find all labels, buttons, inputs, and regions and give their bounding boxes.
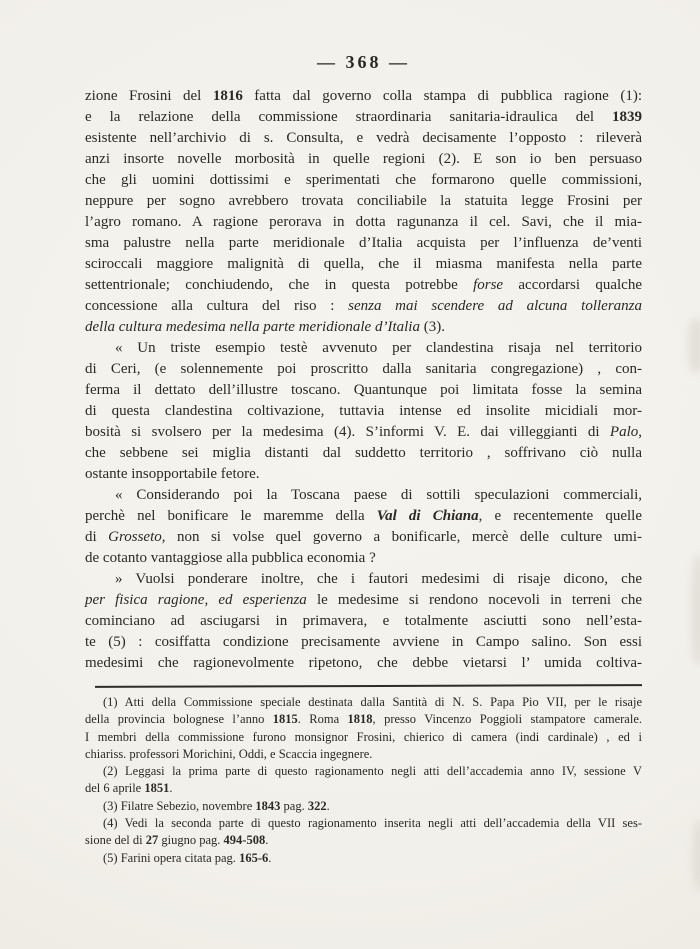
text-segment: » Vuolsi ponderare inoltre, che i fautori medesimi di risaje dicono, che <box>115 571 642 587</box>
text-segment: , non si volse quel governo a bonificarle, mercè delle culture umi- <box>161 529 642 545</box>
text-segment: 1843 <box>255 798 281 813</box>
text-line <box>85 401 642 422</box>
text-line <box>85 443 642 464</box>
text-segment: I membri della commissione furono monsignor Frosini, chierico di camera (indi cardinale) , ed i <box>85 729 642 744</box>
text-line <box>85 590 642 611</box>
text-line <box>85 485 642 506</box>
text-segment: della provincia bolognese l’anno <box>85 712 273 727</box>
text-segment: medesimi che ragionevolmente ripetono, che debbe vietarsi l’ umida coltiva- <box>85 655 642 671</box>
text-segment: 1816 <box>212 88 243 104</box>
text-segment: Palo <box>609 424 639 440</box>
text-segment: di <box>85 529 109 545</box>
text-segment: e la relazione della commissione straordinaria sanitaria-idraulica del <box>85 109 612 125</box>
text-segment: l’agro romano. A ragione perorava in dotta ragunanza il cel. Savi, che il mia- <box>85 214 642 230</box>
text-segment: di questa clandestina coltivazione, tuttavia intense ed insolite micidiali mor- <box>85 403 642 419</box>
text-line <box>85 359 642 380</box>
text-line <box>85 422 642 443</box>
text-segment: 165-6 <box>239 850 269 865</box>
scan-artifact <box>691 555 700 665</box>
text-segment: (4) Vedi la seconda parte di questo ragionamento inserita negli atti dell’accademia della VII ses- <box>103 816 642 831</box>
text-line <box>85 191 642 212</box>
text-line <box>85 611 642 632</box>
text-segment: te (5) : cosiffatta condizione precisamente avviene in Campo salino. Son essi <box>85 634 642 650</box>
footnote-divider-rule <box>95 684 642 688</box>
text-line <box>85 569 642 590</box>
text-segment: del 6 aprile <box>85 781 145 796</box>
text-line <box>85 632 642 653</box>
text-line <box>85 380 642 401</box>
text-segment: (5) Farini opera citata pag. <box>103 850 240 865</box>
text-line <box>85 694 642 711</box>
text-segment: de cotanto vantaggiose alla pubblica economia ? <box>85 550 376 566</box>
text-segment: neppure per sogno avrebbero trovata conciliabile la statuita legge Frosini per <box>85 193 642 209</box>
text-segment: Grosseto <box>108 529 162 545</box>
text-segment: senza mai scendere ad alcuna tolleranza <box>348 298 642 314</box>
text-segment: . <box>268 850 272 865</box>
text-segment: (2) Leggasi la prima parte di questo ragionamento negli atti dell’accademia anno IV, sessione V <box>103 764 642 779</box>
text-line <box>85 464 642 485</box>
text-segment: concessione alla cultura del riso : <box>85 298 349 314</box>
text-line <box>85 815 642 832</box>
text-line <box>85 212 642 233</box>
text-segment: giugno pag. <box>158 833 224 848</box>
text-segment: 1839 <box>612 109 642 125</box>
text-line <box>85 763 642 780</box>
text-segment: 1851 <box>144 781 170 796</box>
text-segment: che sebbene sei miglia distanti dal suddetto territorio , soffrivano ciò nulla <box>85 445 642 461</box>
text-line <box>85 798 642 815</box>
text-segment: le medesime si rendono nocevoli in terreni che <box>306 592 643 608</box>
text-segment: sciroccali maggiore malignità di quella, che il miasma manifesta nella parte <box>85 256 642 272</box>
text-segment: di Ceri, (e solennemente poi proscritto dalla sanitaria congregazione) , con- <box>85 361 642 377</box>
scan-artifact <box>688 318 700 373</box>
text-segment: settentrionale; conchiudendo, che in questa potrebbe <box>85 277 474 293</box>
text-line <box>85 729 642 746</box>
text-line <box>85 746 642 763</box>
text-line <box>85 149 642 170</box>
text-line <box>85 338 642 359</box>
text-segment: esistente nell’archivio di s. Consulta, e vedrà decisamente l’opposto : rileverà <box>85 130 642 146</box>
text-segment: per fisica ragione, ed esperienza <box>85 592 307 608</box>
text-segment: , presso Vincenzo Poggioli stampatore camerale. <box>372 712 642 727</box>
text-segment: « Un triste esempio testè avvenuto per clandestina risaja nel territorio <box>115 340 642 356</box>
text-segment: ostante insopportabile fetore. <box>85 466 260 482</box>
text-segment: « Considerando poi la Toscana paese di sottili speculazioni commerciali, <box>115 487 642 503</box>
text-segment: . <box>326 798 330 813</box>
text-segment: anzi insorte novelle morbosità in quelle regioni (2). E son io ben persuaso <box>85 151 642 167</box>
text-segment: della cultura medesima nella parte meridionale d’Italia <box>85 319 420 335</box>
text-segment: perchè nel bonificare le maremme della <box>85 508 377 524</box>
text-line <box>85 506 642 527</box>
text-segment: bosità si svolsero per la medesima (4). S’informi V. E. dai villeggianti di <box>85 424 610 440</box>
text-segment: sma palustre nella parte meridionale d’Italia acquista per l’influenza de’venti <box>85 235 642 251</box>
text-line <box>85 254 642 275</box>
text-segment: (3). <box>419 319 445 335</box>
text-segment: , <box>638 424 642 440</box>
text-line <box>85 170 642 191</box>
text-line <box>85 653 642 674</box>
text-segment: 27 <box>145 833 159 848</box>
body-text <box>85 86 642 674</box>
scan-artifact <box>693 820 700 890</box>
text-line <box>85 128 642 149</box>
text-segment: 494-508 <box>223 833 266 848</box>
text-line <box>85 296 642 317</box>
text-line <box>85 527 642 548</box>
text-line <box>85 850 642 867</box>
text-segment: cominciano ad asciugarsi in primavera, e totalmente asciutti sono nell’esta- <box>85 613 642 629</box>
text-segment: zione Frosini del <box>85 88 213 104</box>
text-segment: 322 <box>307 798 327 813</box>
footnotes-text <box>85 694 642 867</box>
text-segment: (1) Atti della Commissione speciale destinata dalla Santità di N. S. Papa Pio VII, per le risaje <box>103 695 642 709</box>
text-line <box>85 548 642 569</box>
text-segment: chiariss. professori Morichini, Oddi, e Scaccia ingegnere. <box>85 746 373 761</box>
text-line <box>85 317 642 338</box>
text-segment: . <box>265 833 269 848</box>
text-line <box>85 832 642 849</box>
text-line <box>85 86 642 107</box>
text-line <box>85 107 642 128</box>
text-segment: ferma il dettato dell’illustre toscano. Quantunque poi limitata fosse la semina <box>85 382 642 398</box>
text-segment: 1815 <box>272 712 298 727</box>
text-segment: . Roma <box>297 712 348 727</box>
text-segment: Val di Chiana <box>376 508 479 524</box>
text-segment: sione del di <box>85 833 146 848</box>
text-line <box>85 233 642 254</box>
text-segment: che gli uomini dottissimi e sperimentati che formarono quelle commissioni, <box>85 172 642 188</box>
text-segment: pag. <box>280 798 308 813</box>
page-number: — 368 — <box>317 52 410 72</box>
text-segment: fatta dal governo colla stampa di pubblica ragione (1): <box>242 88 642 104</box>
text-segment: , e recentemente quelle <box>478 508 642 524</box>
text-line <box>85 711 642 728</box>
text-segment: . <box>169 781 173 796</box>
text-segment: (3) Filatre Sebezio, novembre <box>103 798 256 813</box>
text-segment: accordarsi qualche <box>503 277 642 293</box>
text-segment: 1818 <box>347 712 373 727</box>
text-line <box>85 780 642 797</box>
text-segment: forse <box>473 277 504 293</box>
text-line <box>85 275 642 296</box>
